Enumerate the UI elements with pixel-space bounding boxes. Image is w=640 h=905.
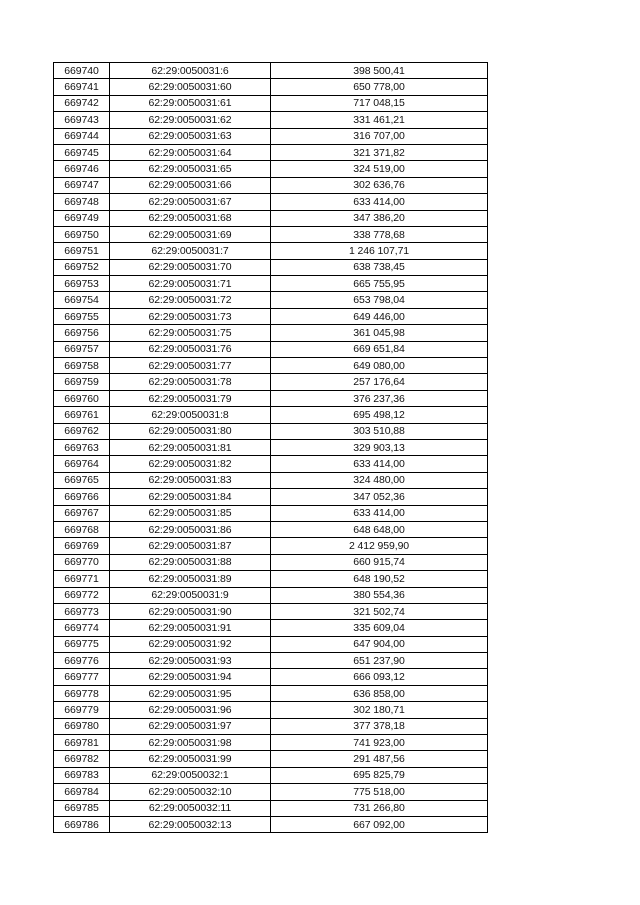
table-row xyxy=(54,489,488,505)
table-row xyxy=(54,800,488,816)
cadastral-number-cell: 62:29:0050031:66 xyxy=(110,177,271,193)
row-id-cell: 669752 xyxy=(54,259,110,275)
row-id-cell: 669761 xyxy=(54,407,110,423)
row-id-cell: 669765 xyxy=(54,472,110,488)
cadastral-value-cell: 302 636,76 xyxy=(271,177,488,193)
cadastral-value-cell: 347 386,20 xyxy=(271,210,488,226)
cadastral-number-cell: 62:29:0050031:86 xyxy=(110,521,271,537)
cadastral-value-cell: 633 414,00 xyxy=(271,505,488,521)
cadastral-number-cell: 62:29:0050031:60 xyxy=(110,79,271,95)
cadastral-value-cell: 649 080,00 xyxy=(271,358,488,374)
cadastral-number-cell: 62:29:0050031:91 xyxy=(110,620,271,636)
table-row xyxy=(54,423,488,439)
cadastral-number-cell: 62:29:0050031:96 xyxy=(110,702,271,718)
table-row xyxy=(54,374,488,390)
row-id-cell: 669751 xyxy=(54,243,110,259)
cadastral-value-cell: 380 554,36 xyxy=(271,587,488,603)
row-id-cell: 669742 xyxy=(54,95,110,111)
row-id-cell: 669759 xyxy=(54,374,110,390)
cadastral-value-cell: 648 190,52 xyxy=(271,571,488,587)
table-body xyxy=(54,63,488,833)
row-id-cell: 669768 xyxy=(54,521,110,537)
table-row xyxy=(54,128,488,144)
row-id-cell: 669766 xyxy=(54,489,110,505)
cadastral-value-cell: 775 518,00 xyxy=(271,784,488,800)
table-row xyxy=(54,439,488,455)
table-row xyxy=(54,161,488,177)
table-row xyxy=(54,390,488,406)
cadastral-number-cell: 62:29:0050031:68 xyxy=(110,210,271,226)
table-row xyxy=(54,308,488,324)
table-row xyxy=(54,816,488,832)
row-id-cell: 669753 xyxy=(54,276,110,292)
table-row xyxy=(54,702,488,718)
table-row xyxy=(54,194,488,210)
row-id-cell: 669774 xyxy=(54,620,110,636)
cadastral-value-cell: 335 609,04 xyxy=(271,620,488,636)
table-row xyxy=(54,636,488,652)
table-row xyxy=(54,735,488,751)
row-id-cell: 669764 xyxy=(54,456,110,472)
cadastral-number-cell: 62:29:0050031:69 xyxy=(110,226,271,242)
row-id-cell: 669773 xyxy=(54,603,110,619)
row-id-cell: 669783 xyxy=(54,767,110,783)
cadastral-number-cell: 62:29:0050031:93 xyxy=(110,653,271,669)
cadastral-value-cell: 695 498,12 xyxy=(271,407,488,423)
table-row xyxy=(54,571,488,587)
table-row xyxy=(54,325,488,341)
cadastral-value-cell: 329 903,13 xyxy=(271,439,488,455)
cadastral-value-cell: 731 266,80 xyxy=(271,800,488,816)
row-id-cell: 669763 xyxy=(54,439,110,455)
table-row xyxy=(54,292,488,308)
table-row xyxy=(54,112,488,128)
cadastral-number-cell: 62:29:0050031:9 xyxy=(110,587,271,603)
cadastral-number-cell: 62:29:0050031:98 xyxy=(110,735,271,751)
cadastral-value-cell: 398 500,41 xyxy=(271,63,488,79)
cadastral-number-cell: 62:29:0050032:1 xyxy=(110,767,271,783)
cadastral-number-cell: 62:29:0050031:94 xyxy=(110,669,271,685)
table-row xyxy=(54,505,488,521)
table-row xyxy=(54,685,488,701)
row-id-cell: 669778 xyxy=(54,685,110,701)
row-id-cell: 669743 xyxy=(54,112,110,128)
cadastral-number-cell: 62:29:0050031:83 xyxy=(110,472,271,488)
cadastral-number-cell: 62:29:0050031:85 xyxy=(110,505,271,521)
row-id-cell: 669747 xyxy=(54,177,110,193)
table-row xyxy=(54,226,488,242)
cadastral-number-cell: 62:29:0050031:87 xyxy=(110,538,271,554)
row-id-cell: 669775 xyxy=(54,636,110,652)
cadastral-value-cell: 302 180,71 xyxy=(271,702,488,718)
row-id-cell: 669748 xyxy=(54,194,110,210)
table-row xyxy=(54,538,488,554)
cadastral-value-cell: 695 825,79 xyxy=(271,767,488,783)
row-id-cell: 669779 xyxy=(54,702,110,718)
row-id-cell: 669744 xyxy=(54,128,110,144)
cadastral-value-cell: 377 378,18 xyxy=(271,718,488,734)
cadastral-number-cell: 62:29:0050031:82 xyxy=(110,456,271,472)
table-row xyxy=(54,620,488,636)
cadastral-number-cell: 62:29:0050031:84 xyxy=(110,489,271,505)
row-id-cell: 669772 xyxy=(54,587,110,603)
cadastral-value-cell: 2 412 959,90 xyxy=(271,538,488,554)
row-id-cell: 669741 xyxy=(54,79,110,95)
cadastral-value-cell: 636 858,00 xyxy=(271,685,488,701)
row-id-cell: 669758 xyxy=(54,358,110,374)
row-id-cell: 669777 xyxy=(54,669,110,685)
cadastral-value-cell: 324 480,00 xyxy=(271,472,488,488)
cadastral-number-cell: 62:29:0050031:62 xyxy=(110,112,271,128)
table-row xyxy=(54,751,488,767)
cadastral-value-table xyxy=(53,62,488,833)
cadastral-number-cell: 62:29:0050031:70 xyxy=(110,259,271,275)
table-row xyxy=(54,521,488,537)
row-id-cell: 669755 xyxy=(54,308,110,324)
cadastral-number-cell: 62:29:0050031:65 xyxy=(110,161,271,177)
row-id-cell: 669762 xyxy=(54,423,110,439)
table-row xyxy=(54,341,488,357)
row-id-cell: 669771 xyxy=(54,571,110,587)
cadastral-number-cell: 62:29:0050031:79 xyxy=(110,390,271,406)
row-id-cell: 669770 xyxy=(54,554,110,570)
cadastral-number-cell: 62:29:0050031:72 xyxy=(110,292,271,308)
table-row xyxy=(54,603,488,619)
cadastral-number-cell: 62:29:0050031:95 xyxy=(110,685,271,701)
cadastral-value-cell: 321 502,74 xyxy=(271,603,488,619)
table-row xyxy=(54,669,488,685)
cadastral-number-cell: 62:29:0050031:61 xyxy=(110,95,271,111)
cadastral-number-cell: 62:29:0050031:77 xyxy=(110,358,271,374)
cadastral-value-cell: 660 915,74 xyxy=(271,554,488,570)
cadastral-value-cell: 376 237,36 xyxy=(271,390,488,406)
cadastral-number-cell: 62:29:0050031:76 xyxy=(110,341,271,357)
row-id-cell: 669767 xyxy=(54,505,110,521)
row-id-cell: 669754 xyxy=(54,292,110,308)
cadastral-value-cell: 741 923,00 xyxy=(271,735,488,751)
table-row xyxy=(54,554,488,570)
row-id-cell: 669776 xyxy=(54,653,110,669)
cadastral-value-cell: 650 778,00 xyxy=(271,79,488,95)
cadastral-number-cell: 62:29:0050031:75 xyxy=(110,325,271,341)
cadastral-number-cell: 62:29:0050031:78 xyxy=(110,374,271,390)
cadastral-value-cell: 1 246 107,71 xyxy=(271,243,488,259)
cadastral-value-cell: 717 048,15 xyxy=(271,95,488,111)
cadastral-value-cell: 303 510,88 xyxy=(271,423,488,439)
cadastral-value-cell: 331 461,21 xyxy=(271,112,488,128)
row-id-cell: 669784 xyxy=(54,784,110,800)
table-row xyxy=(54,718,488,734)
row-id-cell: 669756 xyxy=(54,325,110,341)
row-id-cell: 669781 xyxy=(54,735,110,751)
table-row xyxy=(54,767,488,783)
cadastral-number-cell: 62:29:0050031:6 xyxy=(110,63,271,79)
table-row xyxy=(54,653,488,669)
cadastral-value-cell: 667 092,00 xyxy=(271,816,488,832)
cadastral-value-cell: 324 519,00 xyxy=(271,161,488,177)
table-row xyxy=(54,276,488,292)
cadastral-number-cell: 62:29:0050032:11 xyxy=(110,800,271,816)
cadastral-number-cell: 62:29:0050031:89 xyxy=(110,571,271,587)
cadastral-value-cell: 669 651,84 xyxy=(271,341,488,357)
cadastral-value-cell: 651 237,90 xyxy=(271,653,488,669)
cadastral-value-cell: 638 738,45 xyxy=(271,259,488,275)
cadastral-number-cell: 62:29:0050031:67 xyxy=(110,194,271,210)
cadastral-value-cell: 653 798,04 xyxy=(271,292,488,308)
cadastral-number-cell: 62:29:0050031:97 xyxy=(110,718,271,734)
row-id-cell: 669746 xyxy=(54,161,110,177)
cadastral-number-cell: 62:29:0050031:81 xyxy=(110,439,271,455)
cadastral-number-cell: 62:29:0050031:7 xyxy=(110,243,271,259)
cadastral-number-cell: 62:29:0050031:63 xyxy=(110,128,271,144)
table-row xyxy=(54,79,488,95)
cadastral-number-cell: 62:29:0050031:88 xyxy=(110,554,271,570)
cadastral-number-cell: 62:29:0050031:80 xyxy=(110,423,271,439)
cadastral-value-cell: 633 414,00 xyxy=(271,194,488,210)
row-id-cell: 669786 xyxy=(54,816,110,832)
table-row xyxy=(54,144,488,160)
cadastral-value-cell: 347 052,36 xyxy=(271,489,488,505)
cadastral-value-cell: 321 371,82 xyxy=(271,144,488,160)
row-id-cell: 669745 xyxy=(54,144,110,160)
row-id-cell: 669760 xyxy=(54,390,110,406)
cadastral-number-cell: 62:29:0050031:71 xyxy=(110,276,271,292)
row-id-cell: 669749 xyxy=(54,210,110,226)
row-id-cell: 669782 xyxy=(54,751,110,767)
cadastral-value-cell: 665 755,95 xyxy=(271,276,488,292)
cadastral-value-cell: 633 414,00 xyxy=(271,456,488,472)
cadastral-value-cell: 316 707,00 xyxy=(271,128,488,144)
cadastral-value-cell: 257 176,64 xyxy=(271,374,488,390)
cadastral-value-cell: 647 904,00 xyxy=(271,636,488,652)
row-id-cell: 669769 xyxy=(54,538,110,554)
cadastral-number-cell: 62:29:0050032:10 xyxy=(110,784,271,800)
cadastral-number-cell: 62:29:0050031:90 xyxy=(110,603,271,619)
cadastral-value-cell: 666 093,12 xyxy=(271,669,488,685)
cadastral-value-cell: 648 648,00 xyxy=(271,521,488,537)
cadastral-number-cell: 62:29:0050031:8 xyxy=(110,407,271,423)
row-id-cell: 669785 xyxy=(54,800,110,816)
cadastral-value-cell: 361 045,98 xyxy=(271,325,488,341)
cadastral-value-cell: 649 446,00 xyxy=(271,308,488,324)
row-id-cell: 669780 xyxy=(54,718,110,734)
row-id-cell: 669757 xyxy=(54,341,110,357)
table-row xyxy=(54,407,488,423)
cadastral-value-cell: 291 487,56 xyxy=(271,751,488,767)
table-row xyxy=(54,358,488,374)
cadastral-value-cell: 338 778,68 xyxy=(271,226,488,242)
row-id-cell: 669740 xyxy=(54,63,110,79)
table-row xyxy=(54,210,488,226)
row-id-cell: 669750 xyxy=(54,226,110,242)
table-row xyxy=(54,456,488,472)
table-row xyxy=(54,63,488,79)
table-row xyxy=(54,784,488,800)
cadastral-number-cell: 62:29:0050031:73 xyxy=(110,308,271,324)
table-row xyxy=(54,95,488,111)
table-row xyxy=(54,243,488,259)
cadastral-number-cell: 62:29:0050032:13 xyxy=(110,816,271,832)
table-row xyxy=(54,177,488,193)
cadastral-number-cell: 62:29:0050031:99 xyxy=(110,751,271,767)
table-row xyxy=(54,472,488,488)
cadastral-number-cell: 62:29:0050031:64 xyxy=(110,144,271,160)
table-row xyxy=(54,259,488,275)
cadastral-number-cell: 62:29:0050031:92 xyxy=(110,636,271,652)
table-row xyxy=(54,587,488,603)
